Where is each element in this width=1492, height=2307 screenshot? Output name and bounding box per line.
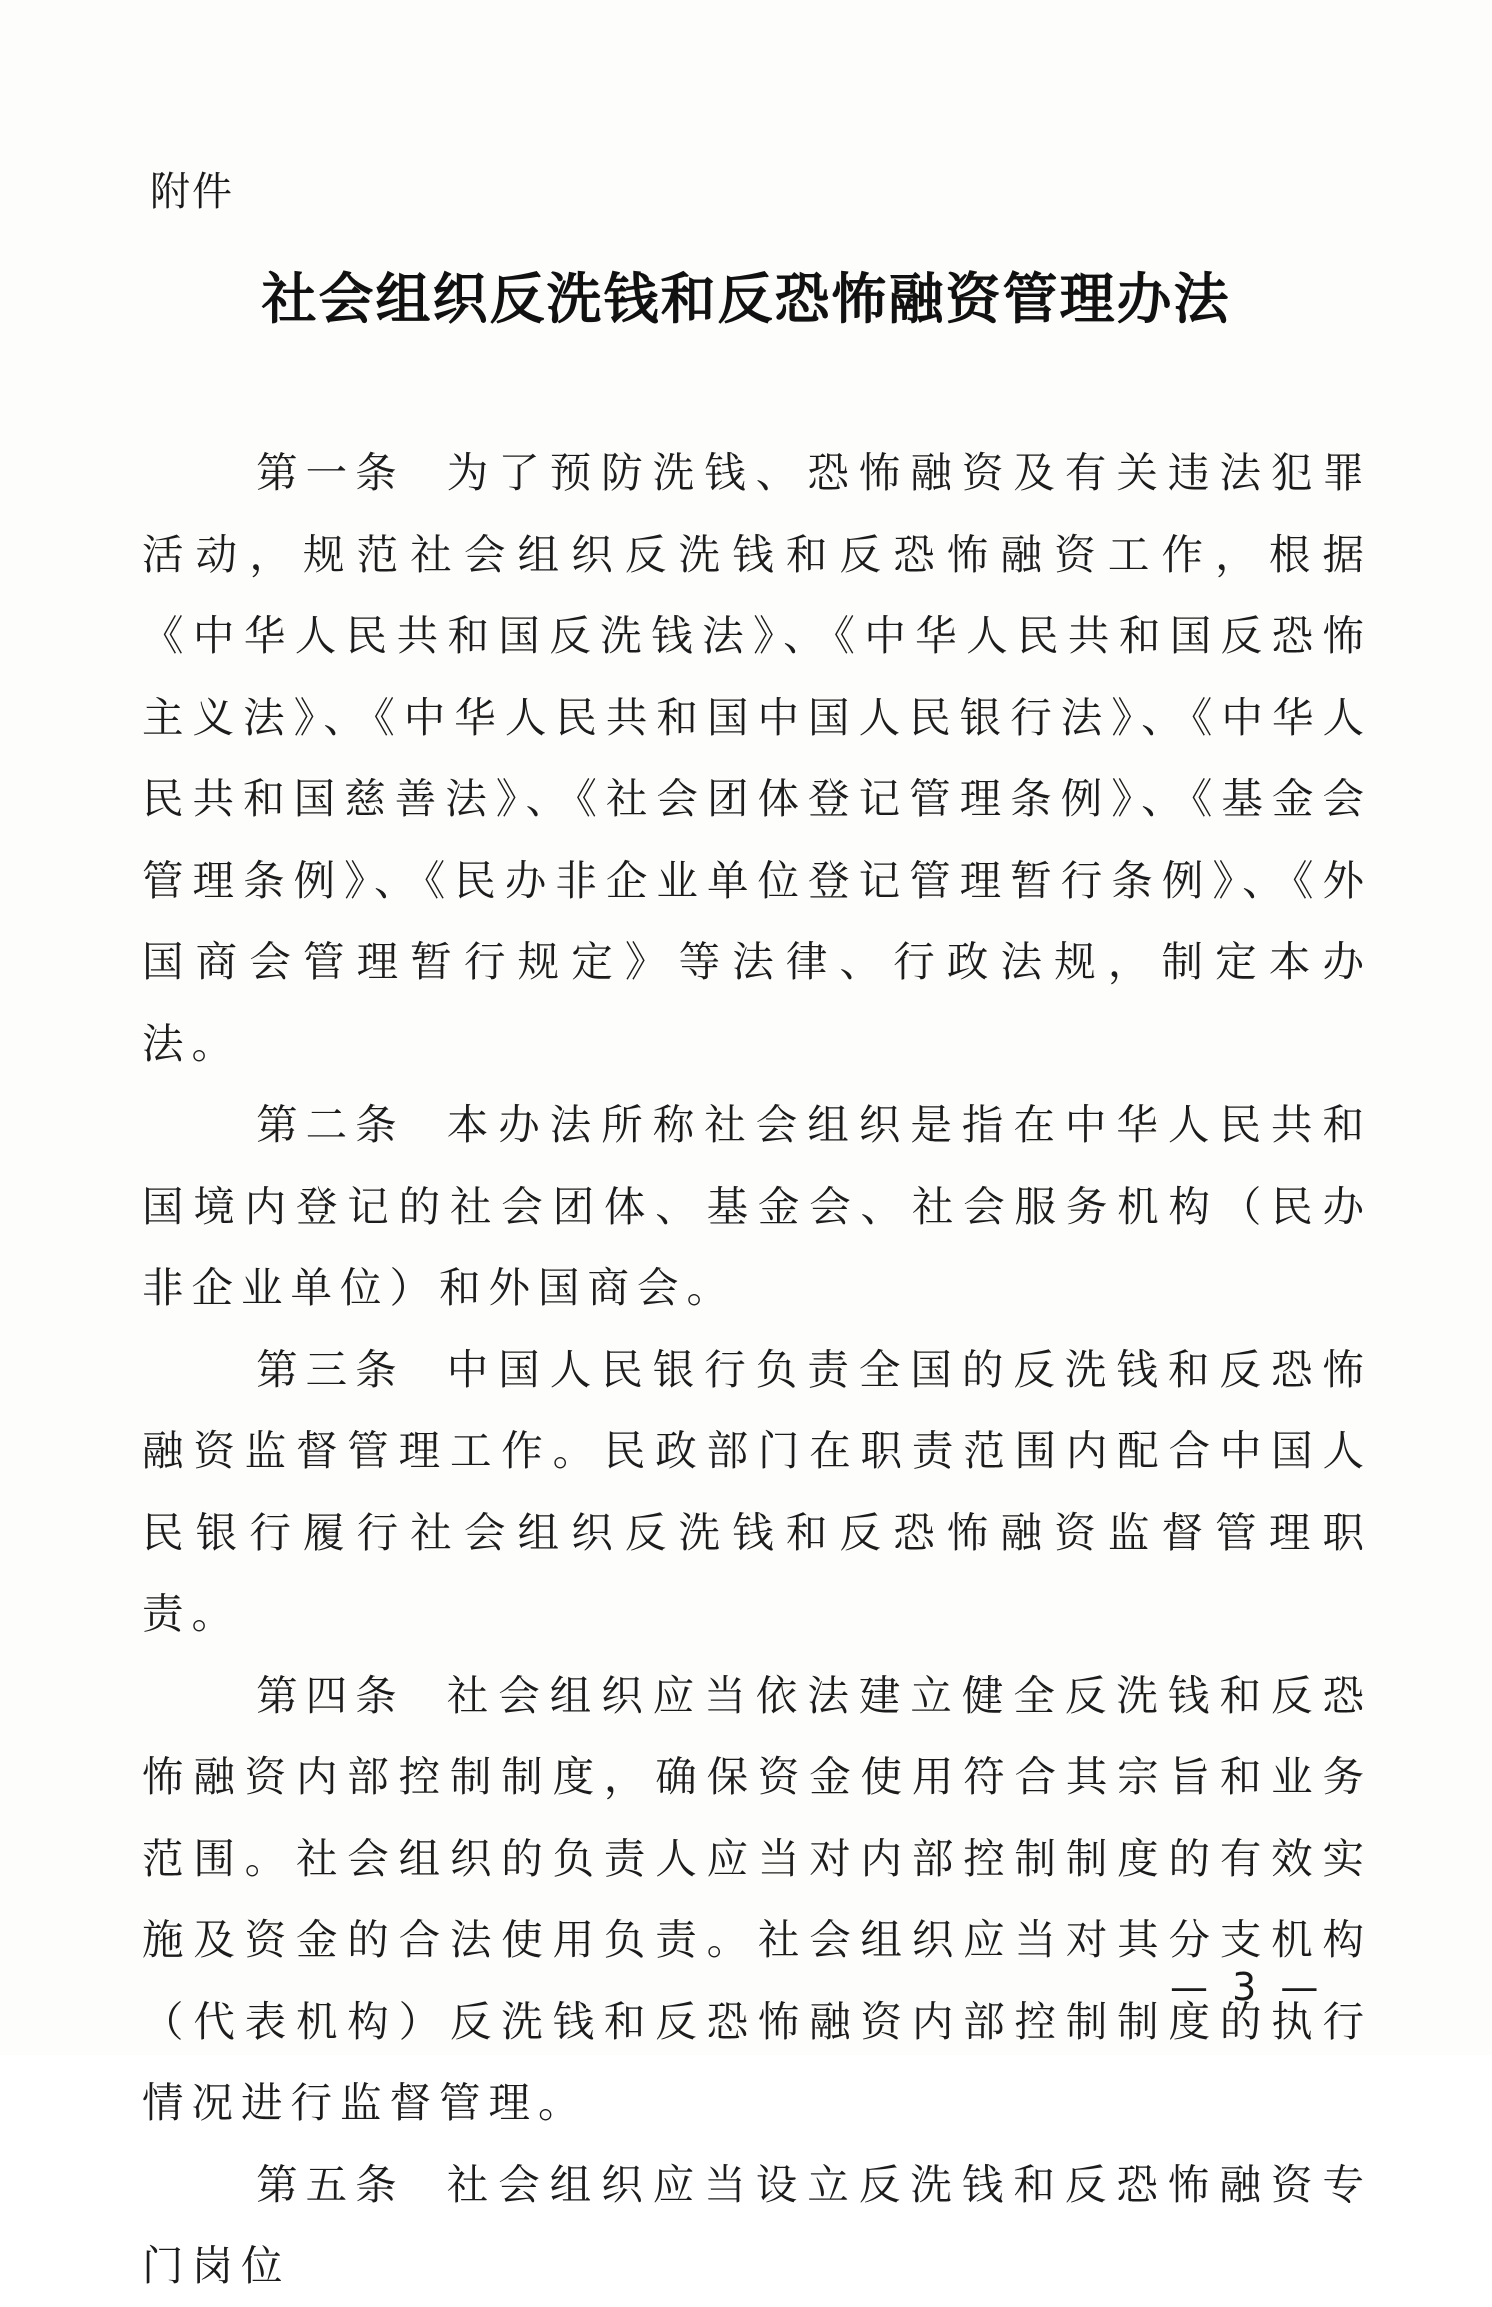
article-4 [142,1655,1372,2144]
article-number: 第二条 [256,1100,405,1149]
article-1 [142,432,1372,1084]
article-text: 社会组织应当设立反洗钱和反恐怖融资专门岗位 [142,2159,1372,2290]
document-body [142,432,1372,2307]
article-number: 第三条 [256,1344,405,1394]
article-number: 第一条 [256,448,405,497]
article-text: 中国人民银行负责全国的反洗钱和反恐怖融资监督管理工作。民政部门在职责范围内配合中国人民银行履行社会组织反洗钱和反恐怖融资监督管理职责。 [142,1344,1372,1638]
article-3 [142,1329,1372,1655]
article-5 [142,2144,1372,2307]
article-2 [142,1084,1372,1329]
article-number: 第五条 [256,2159,405,2209]
document-title: 社会组织反洗钱和反恐怖融资管理办法 [261,266,1231,331]
article-number: 第四条 [256,1670,405,1720]
article-text: 社会组织应当依法建立健全反洗钱和反恐怖融资内部控制制度，确保资金使用符合其宗旨和业务范围。社会组织的负责人应当对内部控制制度的有效实施及资金的合法使用负责。社会组织应当对其分支机构（代表机构）反洗钱和反恐怖融资内部控制制度的执行情况进行监督管理。 [142,1670,1372,2127]
page-number: — 3 — [1170,1965,1325,2009]
article-text: 本办法所称社会组织是指在中华人民共和国境内登记的社会团体、基金会、社会服务机构（民办非企业单位）和外国商会。 [142,1100,1372,1312]
attachment-label: 附件 [150,169,234,215]
article-text: 为了预防洗钱、恐怖融资及有关违法犯罪活动，规范社会组织反洗钱和反恐怖融资工作，根据《中华人民共和国反洗钱法》、《中华人民共和国反恐怖主义法》、《中华人民共和国中国人民银行法》、《中华人民共和国慈善法》、《社会团体登记管理条例》、《基金会管理条例》、《民办非企业单位登记管理暂行条例》、《外国商会管理暂行规定》等法律、行政法规，制定本办法。 [142,448,1372,1068]
